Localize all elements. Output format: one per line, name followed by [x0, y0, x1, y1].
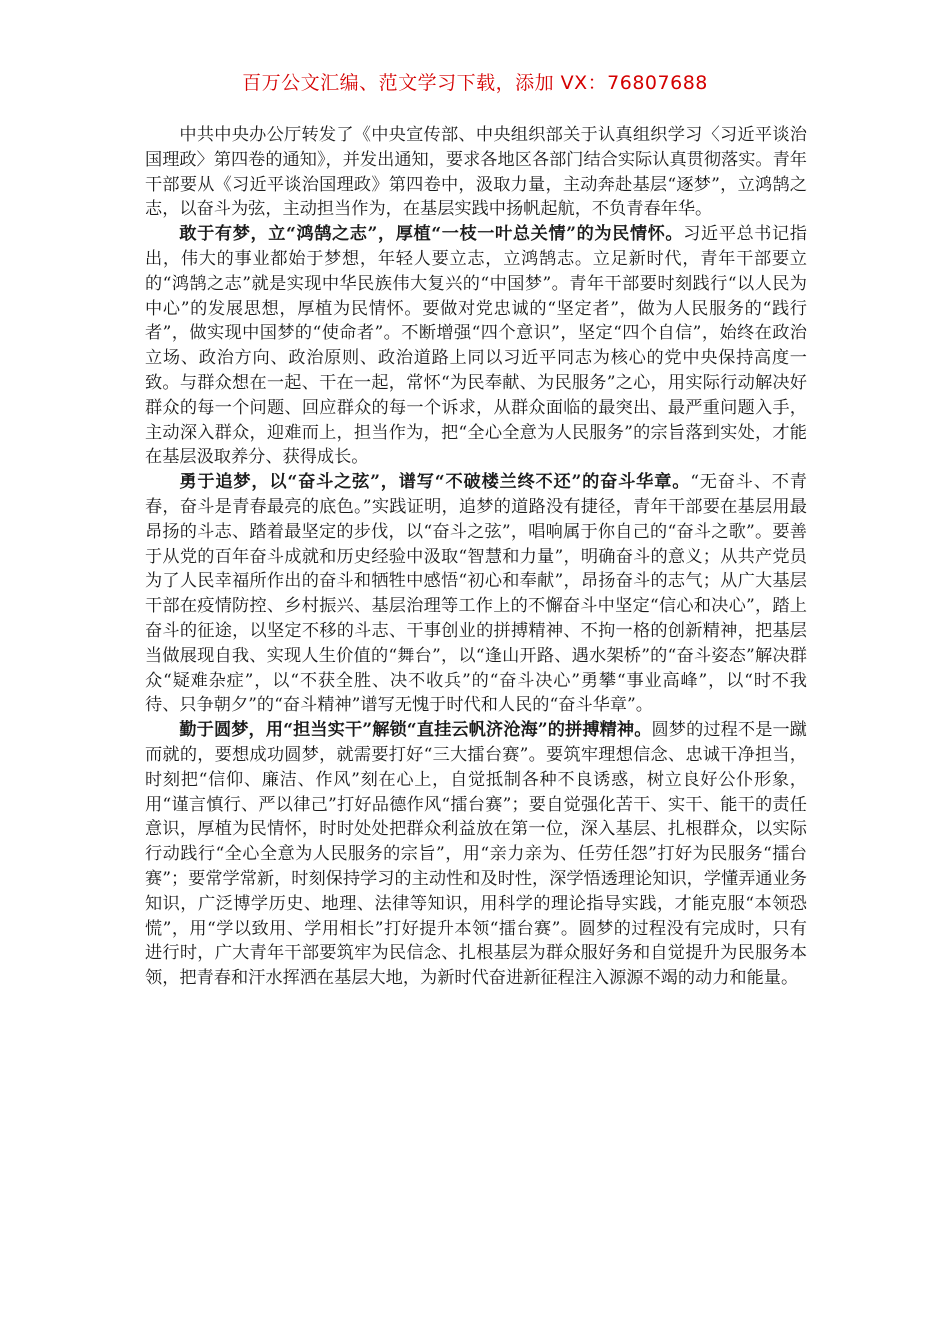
- header-watermark: 百万公文汇编、范文学习下载，添加 VX：76807688: [242, 72, 708, 94]
- section-body-1: 习近平总书记指出，伟大的事业都始于梦想，年轻人要立志，立鸿鹄志。立足新时代，青年干部要立的“鸿鹄之志”就是实现中华民族伟大复兴的“中国梦”。青年干部要时刻践行“以人民为中心”的发展思想，厚植为民情怀。要做对党忠诚的“坚定者”，做为人民服务的“践行者”，做实现中国梦的“使命者”。不断增强“四个意识”，坚定“四个自信”，始终在政治立场、政治方向、政治原则、政治道路上同以习近平同志为核心的党中央保持高度一致。与群众想在一起、干在一起，常怀“为民奉献、为民服务”之心，用实际行动解决好群众的每一个问题、回应群众的每一个诉求，从群众面临的最突出、最严重问题入手，主动深入群众，迎难而上，担当作为，把“全心全意为人民服务”的宗旨落到实处，才能在基层汲取养分、获得成长。: [145, 224, 807, 468]
- section-paragraph-2: [145, 470, 807, 718]
- section-body-2: “无奋斗、不青春，奋斗是青春最亮的底色。”实践证明，追梦的道路没有捷径，青年干部要在基层用最昂扬的斗志、踏着最坚定的步伐，以“奋斗之弦”，唱响属于你自己的“奋斗之歌”。要善于从党的百年奋斗成就和历史经验中汲取“智慧和力量”，明确奋斗的意义；从共产党员为了人民幸福所作出的奋斗和牺牲中感悟“初心和奉献”，昂扬奋斗的志气；从广大基层干部在疫情防控、乡村振兴、基层治理等工作上的不懈奋斗中坚定“信心和决心”，踏上奋斗的征途，以坚定不移的斗志、干事创业的拼搏精神、不拘一格的创新精神，把基层当做展现自我、实现人生价值的“舞台”，以“逢山开路、遇水架桥”的“奋斗姿态”解决群众“疑难杂症”，以“不获全胜、决不收兵”的“奋斗决心”勇攀“事业高峰”，以“时不我待、只争朝夕”的“奋斗精神”谱写无愧于时代和人民的“奋斗华章”。: [145, 472, 807, 716]
- section-body-3: 圆梦的过程不是一蹴而就的，要想成功圆梦，就需要打好“三大擂台赛”。要筑牢理想信念、忠诚干净担当，时刻把“信仰、廉洁、作风”刻在心上，自觉抵制各种不良诱惑，树立良好公仆形象，用“谨言慎行、严以律己”打好品德作风“擂台赛”；要自觉强化苦干、实干、能干的责任意识，厚植为民情怀，时时处处把群众利益放在第一位，深入基层、扎根群众，以实际行动践行“全心全意为人民服务的宗旨”，用“亲力亲为、任劳任怨”打好为民服务“擂台赛”；要常学常新，时刻保持学习的主动性和及时性，深学悟透理论知识，学懂弄通业务知识，广泛博学历史、地理、法律等知识，用科学的理论指导实践，才能克服“本领恐慌”，用“学以致用、学用相长”打好提升本领“擂台赛”。圆梦的过程没有完成时，只有进行时，广大青年干部要筑牢为民信念、扎根基层为群众服好务和自觉提升为民服务本领，把青春和汗水挥洒在基层大地，为新时代奋进新征程注入源源不竭的动力和能量。: [145, 720, 807, 989]
- section-lead-2: 勇于追梦，以“奋斗之弦”，谱写“不破楼兰终不还”的奋斗华章。: [179, 472, 691, 493]
- section-lead-3: 勤于圆梦，用“担当实干”解锁“直挂云帆济沧海”的拼搏精神。: [179, 720, 652, 741]
- article-body: [145, 123, 807, 991]
- section-lead-1: 敢于有梦，立“鸿鹄之志”，厚植“一枝一叶总关情”的为民情怀。: [179, 224, 684, 245]
- intro-paragraph: 中共中央办公厅转发了《中央宣传部、中央组织部关于认真组织学习〈习近平谈治国理政〉第四卷的通知》，并发出通知，要求各地区各部门结合实际认真贯彻落实。青年干部要从《习近平谈治国理政》第四卷中，汲取力量，主动奔赴基层“逐梦”，立鸿鹄之志，以奋斗为弦，主动担当作为，在基层实践中扬帆起航，不负青春年华。: [145, 125, 807, 220]
- section-paragraph-3: [145, 718, 807, 991]
- section-paragraph-1: [145, 222, 807, 470]
